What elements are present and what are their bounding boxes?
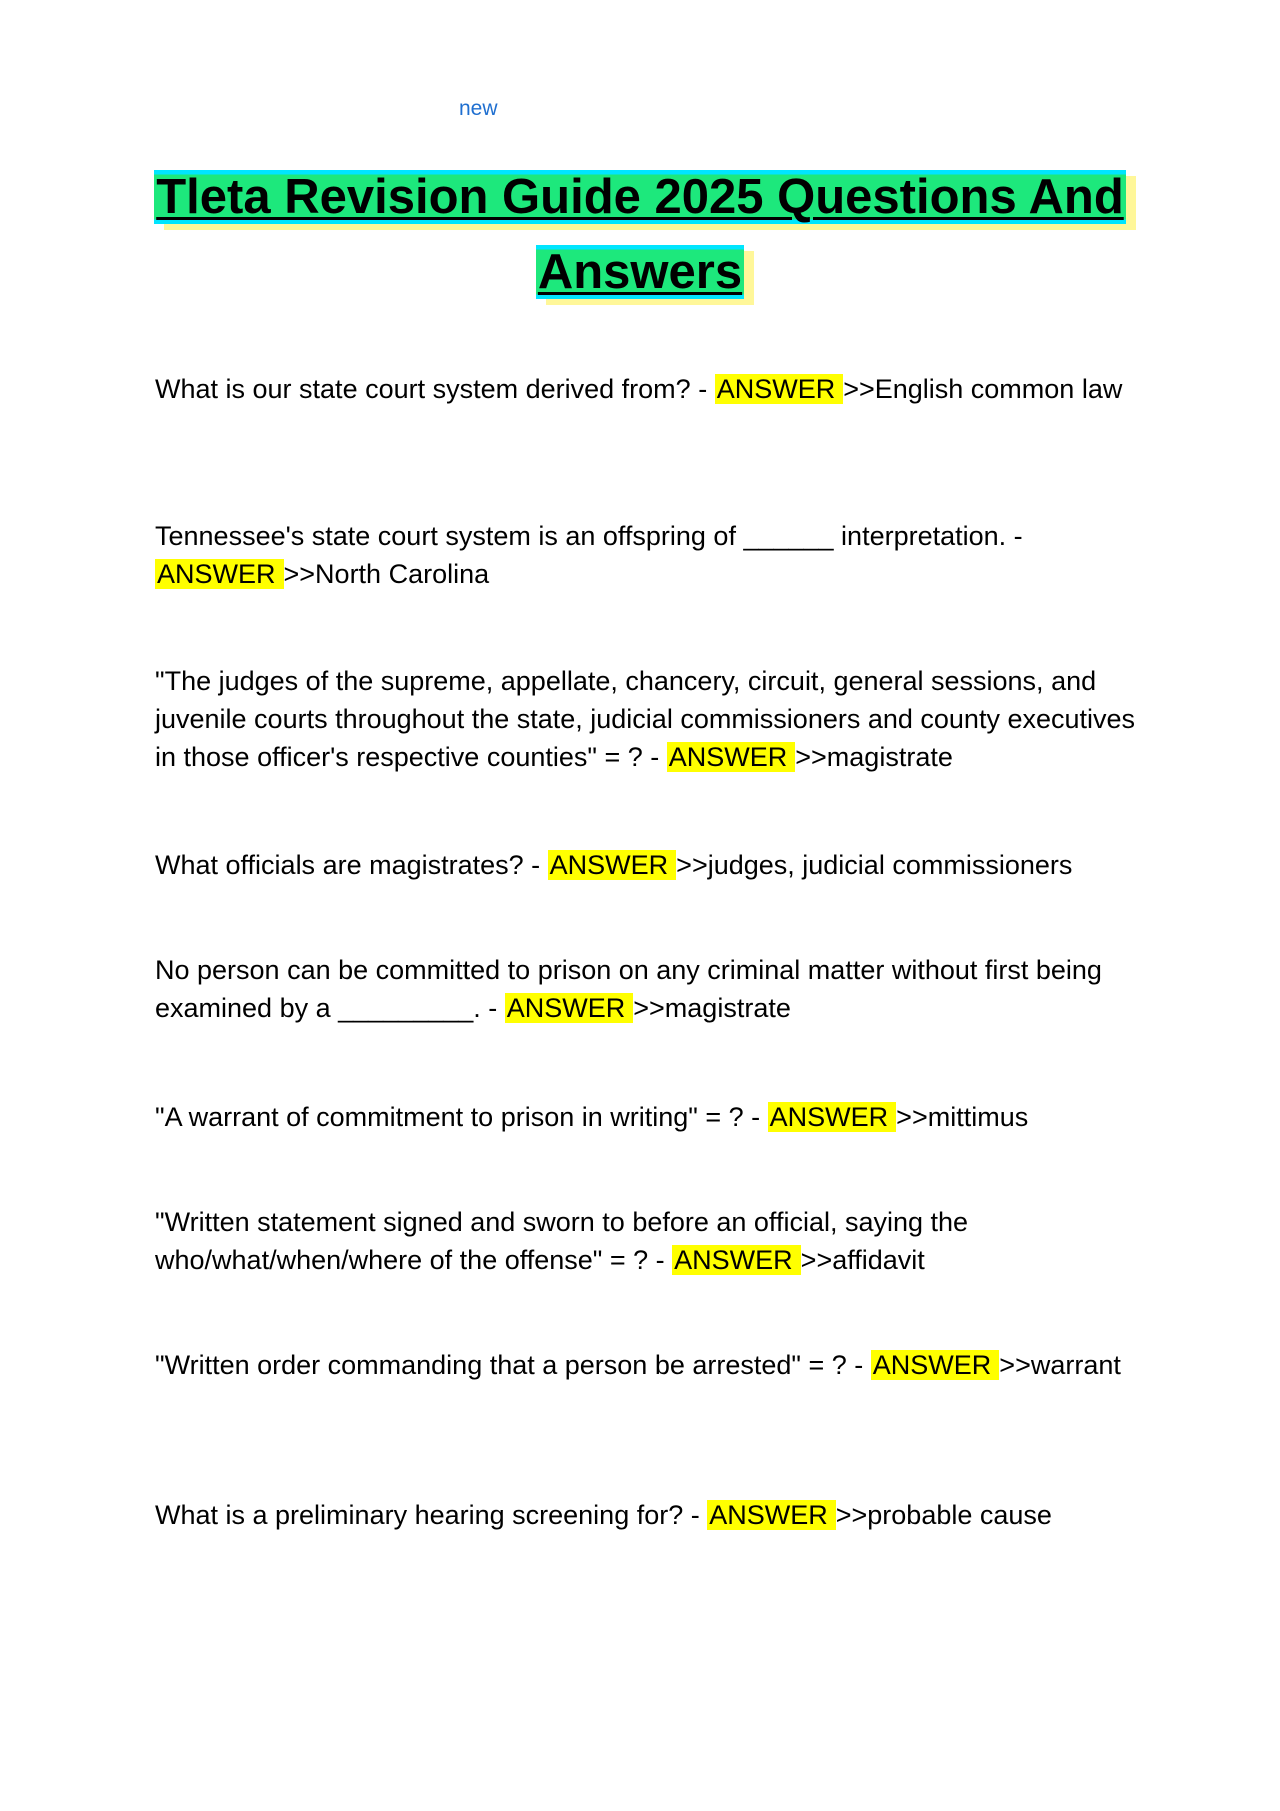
answer-label: ANSWER (768, 1102, 897, 1132)
answer-label: ANSWER (155, 559, 284, 589)
answer-text: >>magistrate (795, 742, 953, 772)
qa-item (155, 662, 1145, 776)
title-block (150, 160, 1130, 310)
document-title-text: Tleta Revision Guide 2025 Questions And Answers (156, 170, 1124, 299)
question-text: What officials are magistrates? - (155, 850, 548, 880)
answer-label: ANSWER (667, 742, 796, 772)
question-text: What is our state court system derived from? - (155, 374, 715, 404)
qa-item (155, 846, 1145, 884)
answer-text: >>affidavit (800, 1245, 925, 1275)
answer-text: >>judges, judicial commissioners (676, 850, 1073, 880)
qa-item (155, 1496, 1145, 1534)
question-text: What is a preliminary hearing screening for? - (155, 1500, 708, 1530)
qa-item (155, 1203, 1145, 1279)
question-text: No person can be committed to prison on any criminal matter without first being examined by a _________. - (155, 955, 1102, 1023)
answer-label: ANSWER (672, 1245, 801, 1275)
question-text: Tennessee's state court system is an offspring of ______ interpretation. - (155, 521, 1023, 551)
qa-item (155, 1346, 1145, 1384)
question-text: "Written statement signed and sworn to before an official, saying the who/what/when/where of the offense" = ? - (155, 1207, 969, 1275)
answer-text: >>mittimus (896, 1102, 1029, 1132)
qa-item (155, 517, 1145, 593)
new-link[interactable]: new (459, 97, 498, 120)
answer-text: >>English common law (843, 374, 1123, 404)
answer-label: ANSWER (707, 1500, 836, 1530)
answer-text: >>warrant (999, 1350, 1121, 1380)
question-text: "The judges of the supreme, appellate, chancery, circuit, general sessions, and juvenile courts throughout the state, judicial commissioners and county executives in those officer's respective counties" = ? - (155, 666, 1136, 772)
answer-text: >>magistrate (633, 993, 791, 1023)
answer-label: ANSWER (505, 993, 634, 1023)
qa-item (155, 1098, 1145, 1136)
question-text: "A warrant of commitment to prison in writing" = ? - (155, 1102, 768, 1132)
answer-label: ANSWER (871, 1350, 1000, 1380)
qa-item (155, 951, 1145, 1027)
answer-text: >>probable cause (835, 1500, 1052, 1530)
answer-label: ANSWER (548, 850, 677, 880)
answer-label: ANSWER (715, 374, 844, 404)
answer-text: >>North Carolina (283, 559, 490, 589)
question-text: "Written order commanding that a person be arrested" = ? - (155, 1350, 871, 1380)
document-title (150, 160, 1130, 310)
qa-item (155, 370, 1145, 408)
